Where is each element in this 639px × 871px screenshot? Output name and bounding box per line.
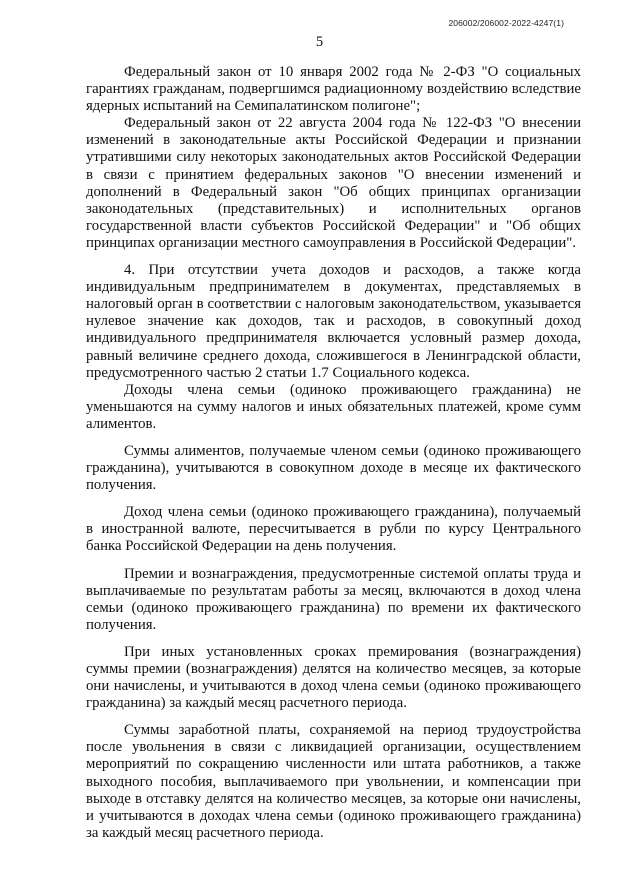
document-body xyxy=(86,64,581,852)
paragraph-item-4: 4. При отсутствии учета доходов и расходов, а также когда индивидуальным предпринимателем в документах, представляемых в налоговый орган в соответствии с налоговым законодательством, указывается нулевое значение как доходов, так и расходов, в совокупный доход индивидуального предпринимателя включается условный размер дохода, равный величине среднего дохода, сложившегося в Ленинградской области, предусмотренного частью 2 статьи 1.7 Социального кодекса. xyxy=(86,262,581,381)
paragraph-bonuses: Премии и вознаграждения, предусмотренные системой оплаты труда и выплачиваемые по результатам работы за месяц, включаются в доход члена семьи (одиноко проживающего гражданина) по времени их фактического получения. xyxy=(86,565,581,633)
paragraph-law-122fz: Федеральный закон от 22 августа 2004 года № 122-ФЗ "О внесении изменений в законодательные акты Российской Федерации и признании утратившими силу некоторых законодательных актов Российской Федерации в связи с принятием федеральных законов "О внесении изменений и дополнений в Федеральный закон "Об общих принципах организации законодательных (представительных) и исполнительных органов государственной власти субъектов Российской Федерации" и "Об общих принципах организации местного самоуправления в Российской Федерации". xyxy=(86,115,581,251)
paragraph-salary-retained: Суммы заработной платы, сохраняемой на период трудоустройства после увольнения в связи с ликвидацией организации, осуществлением мероприятий по сокращению численности или штата работников, а также выходного пособия, выплачиваемого при увольнении, и компенсации при выходе в отставку делятся на количество месяцев, за которые они начислены, и учитываются в доходах члена семьи (одиноко проживающего гражданина) за каждый месяц расчетного периода. xyxy=(86,722,581,841)
paragraph-law-2fz: Федеральный закон от 10 января 2002 года № 2-ФЗ "О социальных гарантиях гражданам, подвергшимся радиационному воздействию вследствие ядерных испытаний на Семипалатинском полигоне"; xyxy=(86,64,581,115)
page-number: 5 xyxy=(315,34,324,50)
paragraph-foreign-currency: Доход члена семьи (одиноко проживающего гражданина), получаемый в иностранной валюте, пересчитывается в рубли по курсу Центрального банка Российской Федерации на день получения. xyxy=(86,504,581,555)
paragraph-taxes: Доходы члена семьи (одиноко проживающего гражданина) не уменьшаются на сумму налогов и иных обязательных платежей, кроме сумм алиментов. xyxy=(86,381,581,432)
paragraph-other-bonus-terms: При иных установленных сроках премирования (вознаграждения) суммы премии (вознаграждения) делятся на количество месяцев, за которые они начислены, и учитываются в доход члена семьи (одиноко проживающего гражданина) за каждый месяц расчетного периода. xyxy=(86,643,581,712)
paragraph-alimony: Суммы алиментов, получаемые членом семьи (одиноко проживающего гражданина), учитываются в совокупном доходе в месяце их фактического получения. xyxy=(86,442,581,494)
document-id: 206002/206002-2022-4247(1) xyxy=(448,18,564,28)
